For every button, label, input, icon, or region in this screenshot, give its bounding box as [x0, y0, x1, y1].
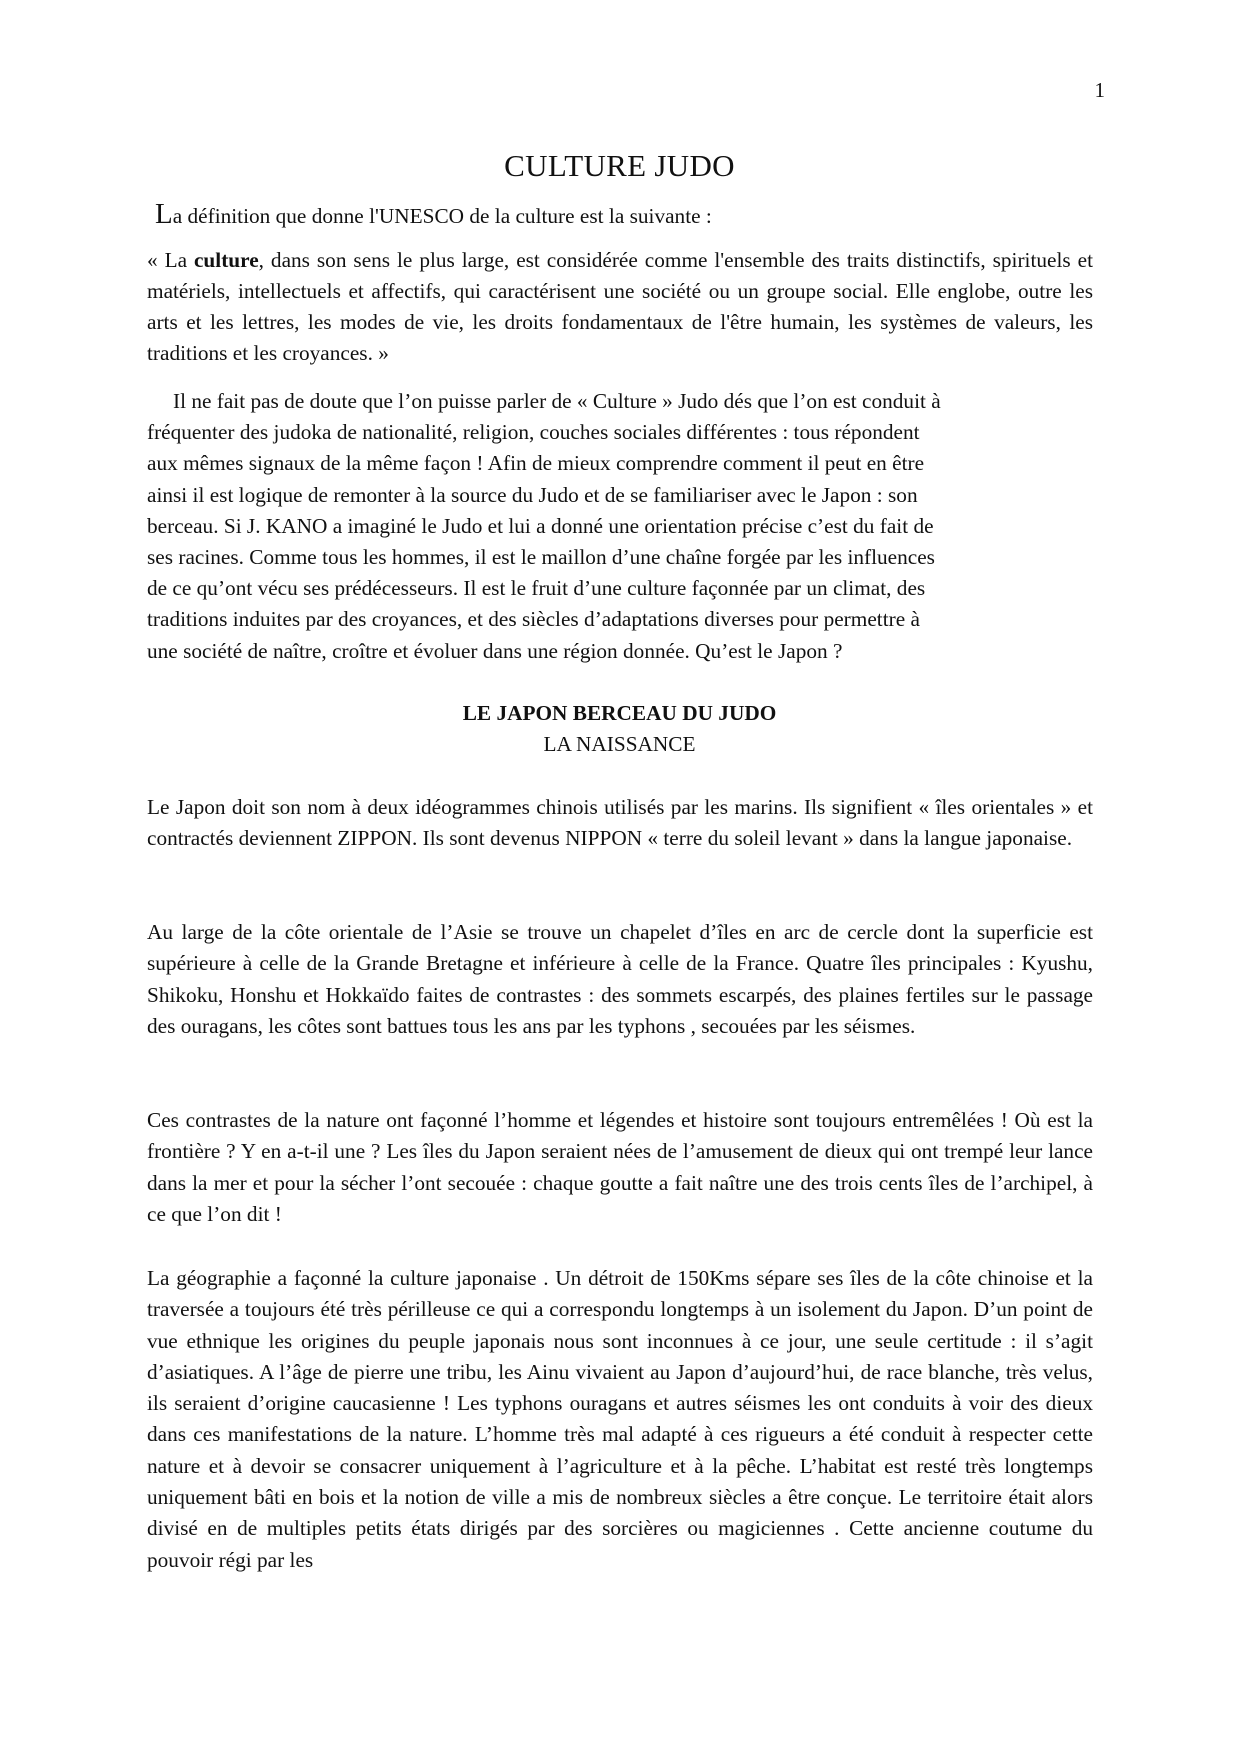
unesco-quote	[147, 245, 1093, 369]
culture-paragraph	[147, 386, 1093, 667]
quote-text: , dans son sens le plus large, est considérée comme l'ensemble des traits distinctifs, spirituels et matériels, intellectuels et affectifs, qui caractérisent une société ou un groupe social. Elle englobe, outre les arts et les lettres, les modes de vie, les droits fondamentaux de l'être humain, les systèmes de valeurs, les traditions et les croyances. »	[147, 248, 1093, 365]
paragraph-culture-history: La géographie a façonné la culture japonaise . Un détroit de 150Kms sépare ses îles de la côte chinoise et la traversée a toujours été très périlleuse ce qui a correspondu longtemps à un isolement du Japon. D’un point de vue ethnique les origines du peuple japonais nous sont inconnues à ce jour, une seule certitude : il s’agit d’asiatiques. A l’âge de pierre une tribu, les Ainu vivaient au Japon d’aujourd’hui, de race blanche, très velus, ils seraient d’origine caucasienne ! Les typhons ouragans et autres séismes les ont conduits à voir des dieux dans ces manifestations de la nature. L’homme très mal adapté à ces rigueurs a été conduit à respecter cette nature et à devoir se consacrer uniquement à l’agriculture et à la pêche. L’habitat est resté très longtemps uniquement bâti en bois et la notion de ville a mis de nombreux siècles a être conçue. Le territoire était alors divisé en de multiples petits états dirigés par des sorcières ou magiciennes . Cette ancienne coutume du pouvoir régi par les	[147, 1266, 1093, 1572]
text-line: de ce qu’ont vécu ses prédécesseurs. Il est le fruit d’une culture façonnée par un climat, des	[147, 576, 926, 601]
text-line: une société de naître, croître et évoluer dans une région donnée. Qu’est le Japon ?	[147, 638, 843, 663]
drop-cap: L	[155, 198, 173, 230]
text-line: fréquenter des judoka de nationalité, religion, couches sociales différentes : tous répondent	[147, 420, 920, 445]
section-subheading: LA NAISSANCE	[543, 732, 696, 756]
text-line: Il ne fait pas de doute que l’on puisse parler de « Culture » Judo dés que l’on est conduit à	[173, 389, 941, 413]
quote-bold-word: culture	[193, 248, 259, 272]
document-title: CULTURE JUDO	[504, 148, 735, 183]
page-number: 1	[1094, 78, 1105, 102]
quote-open: « La	[147, 248, 194, 272]
intro-line	[155, 199, 712, 232]
text-line: ses racines. Comme tous les hommes, il est le maillon d’une chaîne forgée par les influences	[147, 545, 935, 570]
text-line: aux mêmes signaux de la même façon ! Afin de mieux comprendre comment il peut en être	[147, 451, 925, 476]
paragraph-name-origin: Le Japon doit son nom à deux idéogrammes chinois utilisés par les marins. Ils signifient « îles orientales » et contractés deviennent ZIPPON. Ils sont devenus NIPPON « terre du soleil levant » dans la langue japonaise.	[147, 795, 1093, 851]
text-line: traditions induites par des croyances, et des siècles d’adaptations diverses pour permettre à	[147, 607, 920, 632]
intro-text: a définition que donne l'UNESCO de la culture est la suivante :	[172, 204, 712, 228]
paragraph-geography: Au large de la côte orientale de l’Asie se trouve un chapelet d’îles en arc de cercle dont la superficie est supérieure à celle de la Grande Bretagne et inférieure à celle de la France. Quatre îles principales : Kyushu, Shikoku, Honshu et Hokkaïdo faites de contrastes : des sommets escarpés, des plaines fertiles sur le passage des ouragans, les côtes sont battues tous les ans par les typhons , secouées par les séismes.	[147, 920, 1093, 1038]
text-line: berceau. Si J. KANO a imaginé le Judo et lui a donné une orientation précise c’est du fait de	[147, 513, 934, 538]
paragraph-legends: Ces contrastes de la nature ont façonné l’homme et légendes et histoire sont toujours entremêlées ! Où est la frontière ? Y en a-t-il une ? Les îles du Japon seraient nées de l’amusement de dieux qui ont trempé leur lance dans la mer et pour la sécher l’ont secouée : chaque goutte a fait naître une des trois cents îles de l’archipel, à ce que l’on dit !	[147, 1108, 1093, 1226]
section-heading: LE JAPON BERCEAU DU JUDO	[462, 701, 777, 725]
text-line: ainsi il est logique de remonter à la source du Judo et de se familiariser avec le Japon : son	[147, 482, 918, 507]
